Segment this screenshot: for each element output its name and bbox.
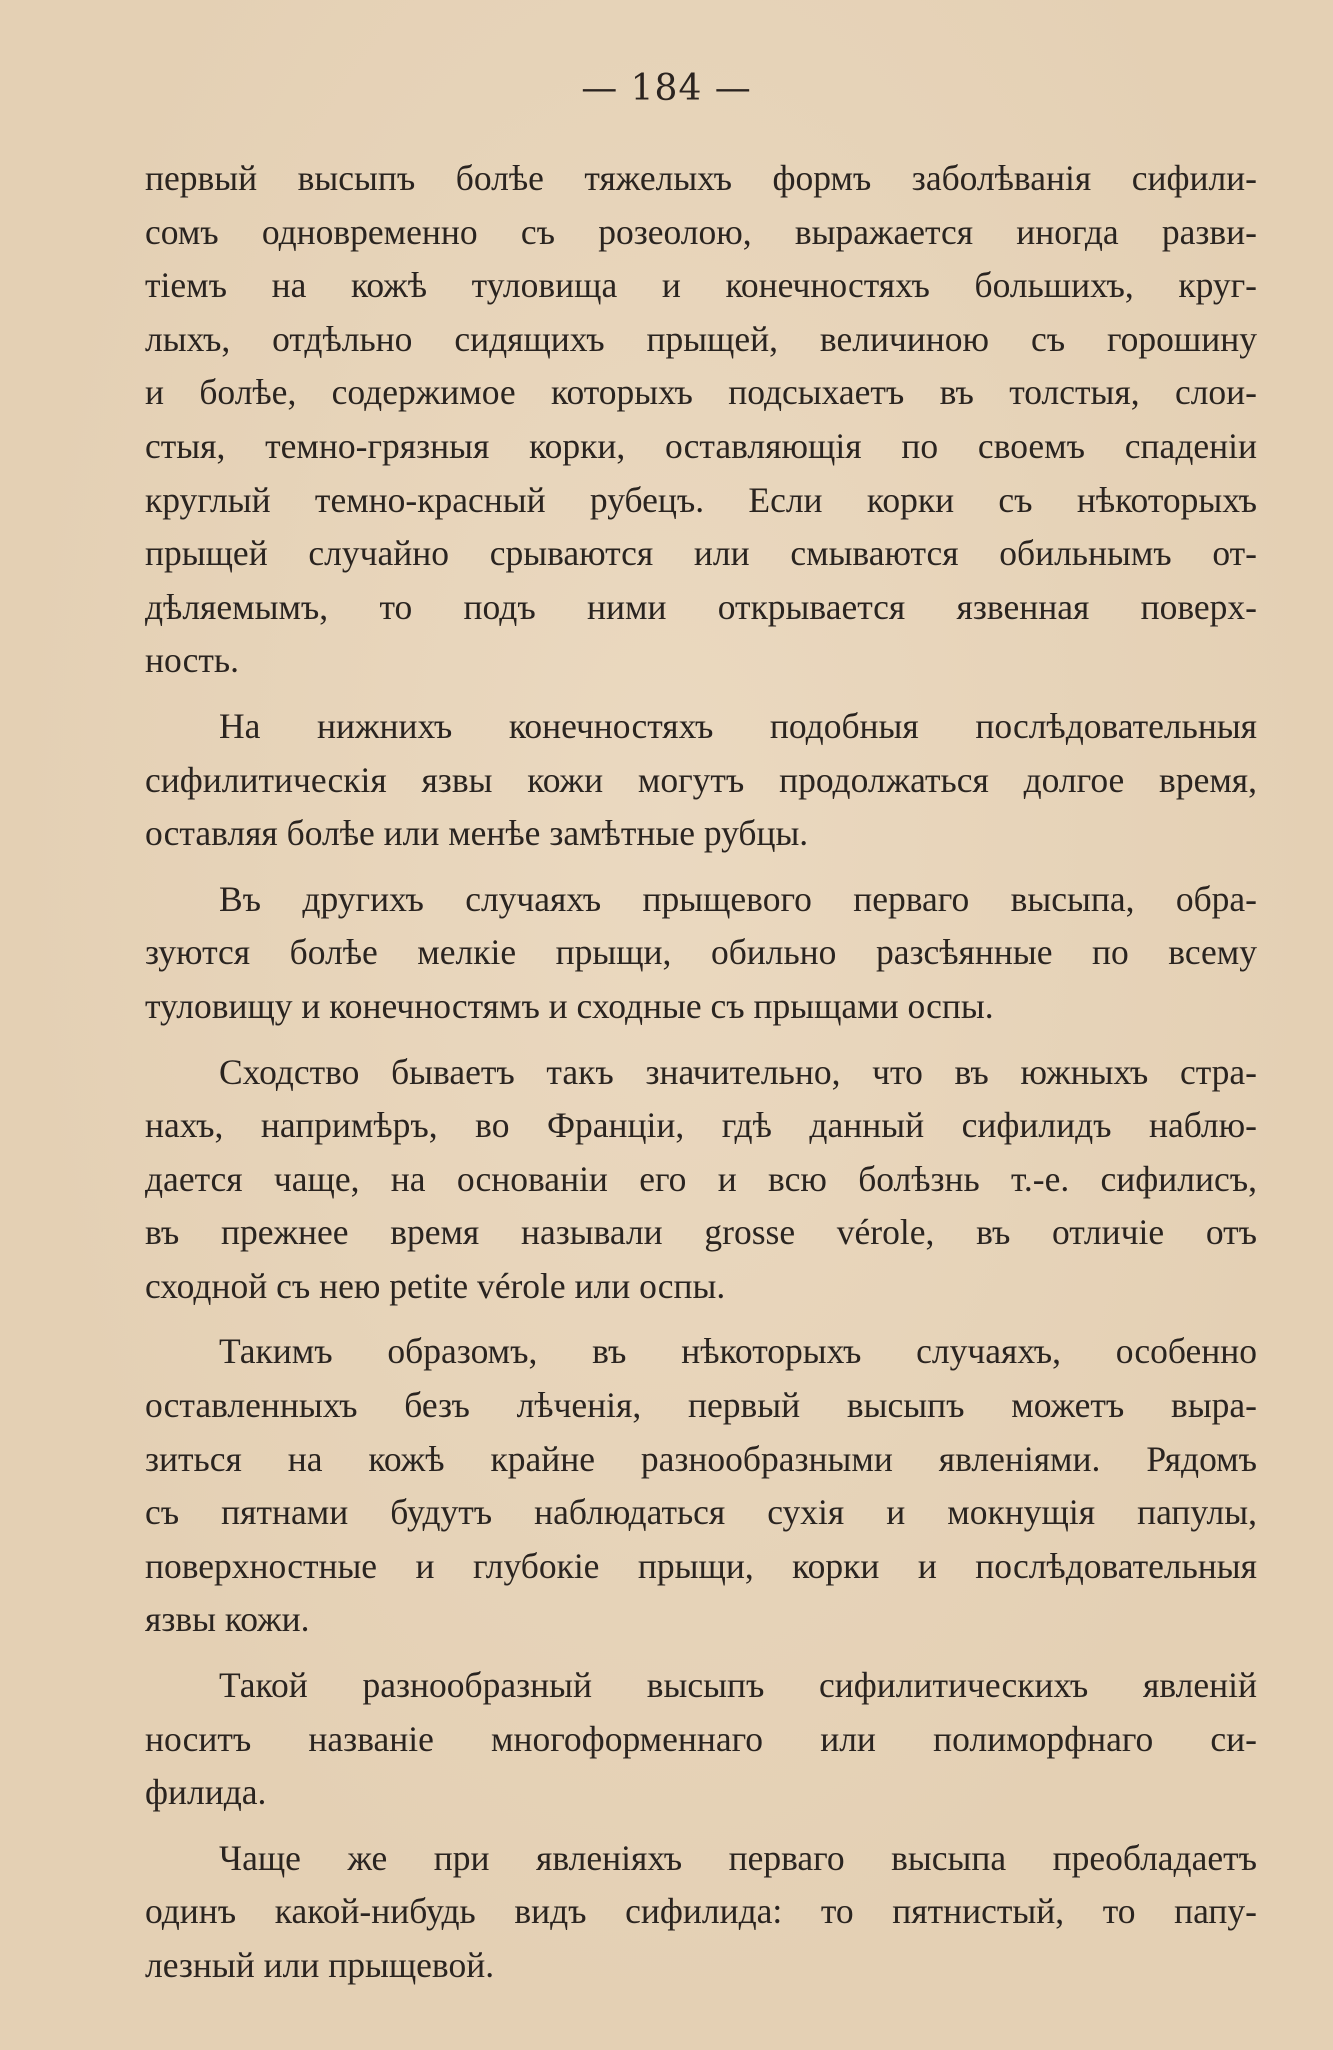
text-line: Чаще же при явленіяхъ перваго высыпа преобладаетъ (219, 1837, 1257, 1878)
text-line: носитъ названіе многоформеннаго или полиморфнаго си- (145, 1718, 1257, 1759)
text-line: нахъ, напримѣръ, во Франціи, гдѣ данный сифилидъ наблю- (145, 1105, 1257, 1146)
text-line: съ пятнами будутъ наблюдаться сухія и мокнущія папулы, (145, 1492, 1257, 1533)
text-line: круглый темно-красный рубецъ. Если корки съ нѣкоторыхъ (145, 479, 1257, 520)
text-line: и болѣе, содержимое которыхъ подсыхаетъ въ толстыя, слои- (145, 372, 1257, 413)
text-line: одинъ какой-нибудь видъ сифилида: то пятнистый, то папу- (145, 1891, 1257, 1932)
text-line: ность. (145, 640, 239, 681)
text-line: филида. (145, 1772, 267, 1813)
text-line: зиться на кожѣ крайне разнообразными явленіями. Рядомъ (145, 1438, 1257, 1479)
paragraph (145, 700, 1257, 861)
paragraph (145, 1325, 1257, 1647)
text-line: зуются болѣе мелкіе прыщи, обильно разсѣянные по всему (145, 932, 1257, 973)
text-line: лыхъ, отдѣльно сидящихъ прыщей, величиною съ горошину (145, 318, 1257, 359)
text-line: язвы кожи. (145, 1599, 310, 1640)
text-line: дѣляемымъ, то подъ ними открывается язвенная поверх- (145, 586, 1257, 627)
text-line: Такой разнообразный высыпъ сифилитическихъ явленій (219, 1665, 1257, 1706)
text-line: сифилитическія язвы кожи могутъ продолжаться долгое время, (145, 759, 1257, 800)
text-line: Такимъ образомъ, въ нѣкоторыхъ случаяхъ, особенно (219, 1331, 1257, 1372)
paragraph (145, 1659, 1257, 1820)
text-line: первый высыпъ болѣе тяжелыхъ формъ заболѣванія сифили- (145, 158, 1257, 198)
paragraph (145, 1046, 1257, 1314)
text-line: стыя, темно-грязныя корки, оставляющія по своемъ спаденіи (145, 425, 1257, 466)
text-line: въ прежнее время называли grosse vérole, въ отличіе отъ (145, 1212, 1257, 1253)
text-line: прыщей случайно срываются или смываются обильнымъ от- (145, 533, 1257, 574)
paragraph (145, 1832, 1257, 1993)
text-line: туловищу и конечностямъ и сходные съ прыщами оспы. (145, 985, 994, 1026)
paragraph (145, 873, 1257, 1034)
text-line: лезный или прыщевой. (145, 1945, 495, 1985)
text-line: Сходство бываетъ такъ значительно, что въ южныхъ стра- (219, 1051, 1257, 1092)
text-line: На нижнихъ конечностяхъ подобныя послѣдовательныя (219, 705, 1257, 746)
page-number: — 184 — (581, 68, 752, 109)
text-line: сомъ одновременно съ розеолою, выражается иногда разви- (145, 211, 1257, 252)
text-line: оставленныхъ безъ лѣченія, первый высыпъ можетъ выра- (145, 1385, 1257, 1426)
text-line: поверхностные и глубокіе прыщи, корки и послѣдовательныя (145, 1545, 1257, 1586)
text-line: сходной съ нею petite vérole или оспы. (145, 1265, 726, 1306)
text-line: дается чаще, на основаніи его и всю болѣзнь т.-е. сифилисъ, (145, 1158, 1257, 1199)
text-line: тіемъ на кожѣ туловища и конечностяхъ большихъ, круг- (145, 265, 1257, 306)
text-line: оставляя болѣе или менѣе замѣтные рубцы. (145, 813, 809, 854)
body-text (145, 152, 1257, 2005)
text-line: Въ другихъ случаяхъ прыщевого перваго высыпа, обра- (219, 878, 1257, 919)
paragraph (145, 152, 1257, 688)
